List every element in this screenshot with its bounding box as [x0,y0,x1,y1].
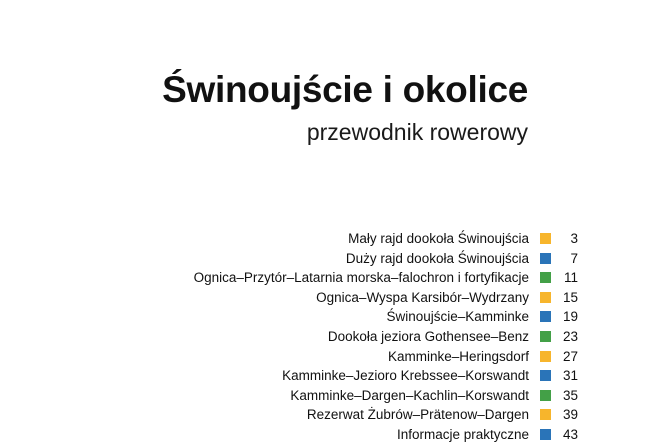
toc-row[interactable] [0,268,650,288]
toc-entry-label: Ognica–Przytór–Latarnia morska–falochron i fortyfikacje [193,270,529,286]
route-color-marker [540,331,551,342]
toc-page-number: 19 [562,309,578,325]
toc-row[interactable] [0,366,650,386]
toc-entry-label: Duży rajd dookoła Świnoujścia [345,250,529,266]
table-of-contents [0,229,650,445]
toc-page-number: 43 [562,426,578,442]
toc-row[interactable] [0,405,650,425]
route-color-marker [540,311,551,322]
toc-entry-label: Ognica–Wyspa Karsibór–Wydrzany [316,289,529,305]
toc-entry-label: Kamminke–Dargen–Kachlin–Korswandt [290,387,529,403]
toc-row[interactable] [0,386,650,406]
toc-entry-label: Kamminke–Heringsdorf [387,348,529,364]
route-color-marker [540,370,551,381]
toc-entry-label: Rezerwat Żubrów–Prätenow–Dargen [306,407,529,423]
route-color-marker [540,272,551,283]
route-color-marker [540,351,551,362]
toc-page-number: 27 [562,348,578,364]
toc-row[interactable] [0,347,650,367]
toc-page-number: 11 [563,270,578,286]
toc-entry-label: Kamminke–Jezioro Krebssee–Korswandt [282,368,529,384]
toc-page-number: 15 [562,289,578,305]
toc-entry-label: Informacje praktyczne [396,426,529,442]
toc-row[interactable] [0,327,650,347]
toc-page-number: 7 [570,250,578,266]
route-color-marker [540,292,551,303]
route-color-marker [540,409,551,420]
toc-entry-label: Dookoła jeziora Gothensee–Benz [327,328,529,344]
toc-row[interactable] [0,249,650,269]
page-title: Świnoujście i okolice [162,69,528,110]
toc-row[interactable] [0,425,650,445]
toc-entry-label: Mały rajd dookoła Świnoujścia [348,231,529,246]
toc-row[interactable] [0,288,650,308]
route-color-marker [540,429,551,440]
route-color-marker [540,233,551,244]
toc-page-number: 23 [562,328,578,344]
toc-page-number: 31 [562,368,578,384]
toc-page-number: 3 [570,231,578,246]
toc-page-number: 39 [562,407,578,423]
toc-page-number: 35 [562,387,578,403]
toc-entry-label: Świnoujście–Kamminke [386,309,529,325]
page-subtitle: przewodnik rowerowy [306,119,528,145]
route-color-marker [540,253,551,264]
route-color-marker [540,390,551,401]
toc-row[interactable] [0,307,650,327]
toc-row[interactable] [0,229,650,249]
